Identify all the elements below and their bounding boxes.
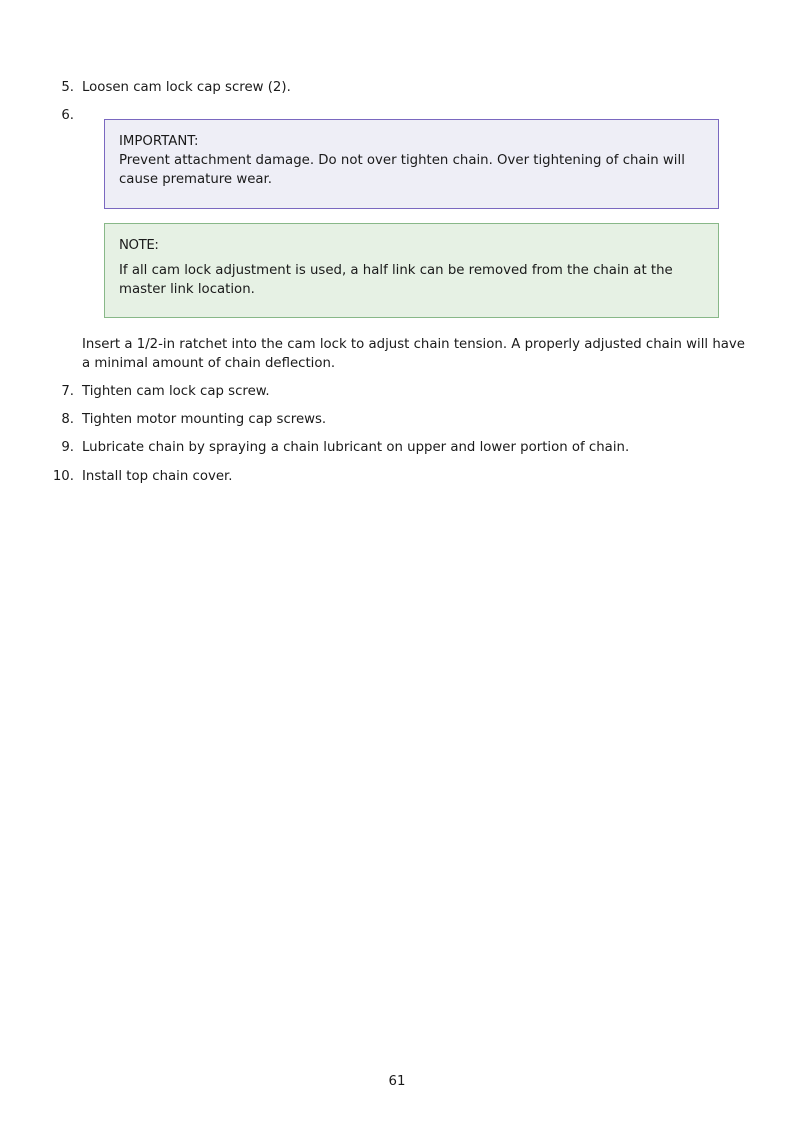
step-6-text: Insert a 1/2-in ratchet into the cam lock to adjust chain tension. A properly adjusted chain will have a minimal amount of chain deflection. — [82, 337, 745, 371]
note-callout — [104, 223, 719, 318]
step-text: Loosen cam lock cap screw (2). — [82, 80, 291, 95]
step-number: 8. — [61, 412, 74, 427]
step-number: 10. — [52, 469, 74, 484]
important-body: Prevent attachment damage. Do not over tighten chain. Over tightening of chain will cause premature wear. — [119, 153, 685, 187]
step-number: 6. — [61, 108, 74, 123]
note-title: NOTE: — [119, 238, 159, 253]
page-number: 61 — [388, 1074, 406, 1089]
step-text: Tighten cam lock cap screw. — [82, 384, 270, 399]
step-number: 5. — [61, 80, 74, 95]
step-number: 9. — [61, 440, 74, 455]
step-number: 7. — [61, 384, 74, 399]
step-text: Tighten motor mounting cap screws. — [82, 412, 327, 427]
important-title: IMPORTANT: — [119, 134, 199, 149]
step-text: Install top chain cover. — [82, 469, 233, 484]
note-body: If all cam lock adjustment is used, a half link can be removed from the chain at the master link location. — [119, 263, 673, 297]
step-text: Lubricate chain by spraying a chain lubricant on upper and lower portion of chain. — [82, 440, 630, 455]
important-callout — [104, 119, 719, 209]
